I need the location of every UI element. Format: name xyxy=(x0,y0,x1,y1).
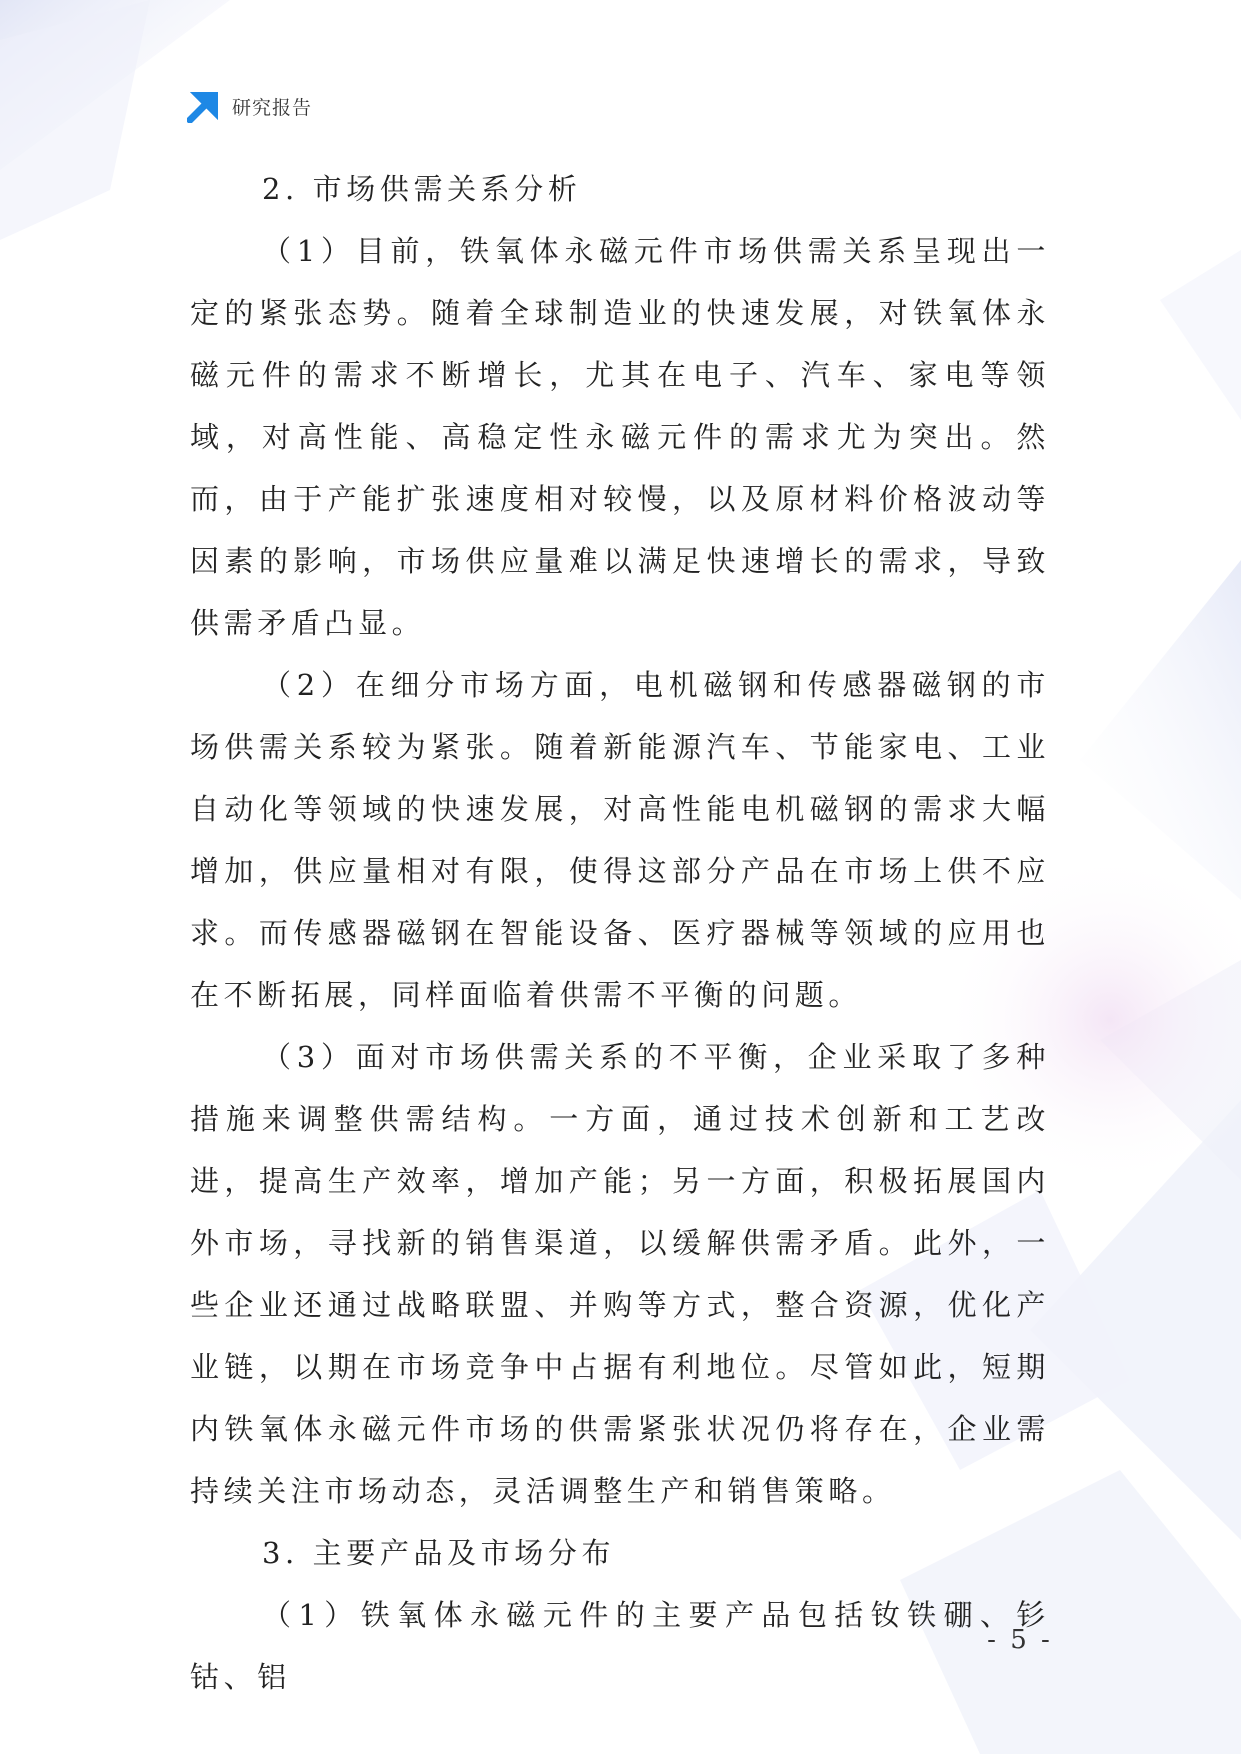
paragraph: （1）铁氧体永磁元件的主要产品包括钕铁硼、钐钴、铝 xyxy=(190,1598,1050,1694)
page-number: - 5 - xyxy=(987,1625,1053,1655)
section-heading: 2. 市场供需关系分析 xyxy=(262,172,582,206)
arrow-up-right-icon xyxy=(187,89,221,123)
paragraph: （2）在细分市场方面，电机磁钢和传感器磁钢的市场供需关系较为紧张。随着新能源汽车、节能家电、工业自动化等领域的快速发展，对高性能电机磁钢的需求大幅增加，供应量相对有限，使得这部分产品在市场上供不应求。而传感器磁钢在智能设备、医疗器械等领域的应用也在不断拓展，同样面临着供需不平衡的问题。 xyxy=(190,668,1050,1012)
paragraph: （3）面对市场供需关系的不平衡，企业采取了多种措施来调整供需结构。一方面，通过技术创新和工艺改进，提高生产效率，增加产能；另一方面，积极拓展国内外市场，寻找新的销售渠道，以缓解供需矛盾。此外，一些企业还通过战略联盟、并购等方式，整合资源，优化产业链，以期在市场竞争中占据有利地位。尽管如此，短期内铁氧体永磁元件市场的供需紧张状况仍将存在，企业需持续关注市场动态，灵活调整生产和销售策略。 xyxy=(190,1040,1050,1508)
header-label: 研究报告 xyxy=(232,96,313,119)
section-heading: 3. 主要产品及市场分布 xyxy=(262,1536,616,1570)
document-body xyxy=(190,158,1050,1708)
paragraph: （1）目前，铁氧体永磁元件市场供需关系呈现出一定的紧张态势。随着全球制造业的快速发展，对铁氧体永磁元件的需求不断增长，尤其在电子、汽车、家电等领域，对高性能、高稳定性永磁元件的需求尤为突出。然而，由于产能扩张速度相对较慢，以及原材料价格波动等因素的影响，市场供应量难以满足快速增长的需求，导致供需矛盾凸显。 xyxy=(190,234,1050,640)
report-header xyxy=(187,88,312,124)
